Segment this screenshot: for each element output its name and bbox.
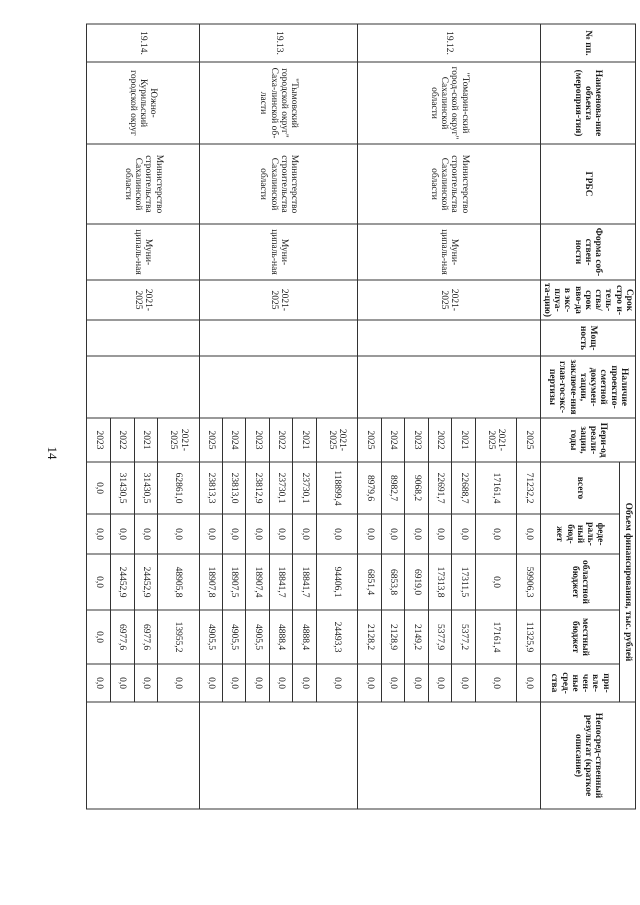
local-budget-cell: 5377,9 [428,610,451,664]
total-cell: 23813,3 [199,462,222,514]
header-funding-group: Объем финансирования, тыс. рублей [619,462,635,702]
federal-budget-cell: 0,0 [452,514,475,554]
header-row-1 [619,24,635,809]
local-budget-cell: 4888,4 [293,610,316,664]
local-budget-cell: 6977,6 [111,610,134,664]
object-number-cell: 19.12. [358,24,540,62]
period-cell: 2024 [381,418,404,462]
federal-budget-cell: 0,0 [269,514,292,554]
total-cell: 62861,0 [157,462,199,514]
header-grbs: ГРБС [540,144,635,224]
federal-budget-cell: 0,0 [517,514,540,554]
header-regional: областной бюджет [540,554,619,610]
financing-table [87,24,637,810]
attracted-funds-cell: 0,0 [316,664,358,702]
page-number: 14 [45,446,60,460]
regional-budget-cell: 6919,0 [405,554,428,610]
ownership-form-cell: Муни-ципаль-ная [199,224,358,280]
federal-budget-cell: 0,0 [358,514,381,554]
attracted-funds-cell: 0,0 [452,664,475,702]
total-cell: 31430,5 [134,462,157,514]
total-cell: 17161,4 [475,462,517,514]
construction-term-cell: 2021-2025 [199,280,358,320]
federal-budget-cell: 0,0 [246,514,269,554]
local-budget-cell: 2149,2 [405,610,428,664]
result-cell [87,702,199,809]
regional-budget-cell: 94406,1 [316,554,358,610]
attracted-funds-cell: 0,0 [517,664,540,702]
table-row [316,24,358,809]
federal-budget-cell: 0,0 [223,514,246,554]
period-cell: 2024 [223,418,246,462]
local-budget-cell: 2128,9 [381,610,404,664]
project-docs-cell [87,356,199,418]
grbs-cell: Министерство строительства Сахалинской области [358,144,540,224]
period-cell: 2023 [87,418,111,462]
federal-budget-cell: 0,0 [381,514,404,554]
attracted-funds-cell: 0,0 [269,664,292,702]
local-budget-cell: 24493,3 [316,610,358,664]
ownership-form-cell: Муни-ципаль-ная [87,224,199,280]
object-name-cell: "Тымовский городской округ" Саха-линской об-ласти [199,62,358,144]
regional-budget-cell: 6851,4 [358,554,381,610]
power-cell [199,320,358,356]
table-body [87,24,540,809]
federal-budget-cell: 0,0 [293,514,316,554]
regional-budget-cell: 0,0 [87,554,111,610]
result-cell [199,702,358,809]
header-name: Наименова-ние объекта (мероприя-тия) [540,62,635,144]
table-row [157,24,199,809]
object-name-cell: Южно-Курильский городской округ [87,62,199,144]
regional-budget-cell: 18907,8 [199,554,222,610]
regional-budget-cell: 24452,9 [111,554,134,610]
attracted-funds-cell: 0,0 [87,664,111,702]
result-cell [358,702,540,809]
period-cell: 2025 [358,418,381,462]
period-cell: 2021 [452,418,475,462]
header-form: Форма соб-ствен-ности [540,224,635,280]
total-cell: 23812,9 [246,462,269,514]
attracted-funds-cell: 0,0 [358,664,381,702]
regional-budget-cell: 0,0 [475,554,517,610]
attracted-funds-cell: 0,0 [199,664,222,702]
local-budget-cell: 4888,4 [269,610,292,664]
total-cell: 22688,7 [452,462,475,514]
federal-budget-cell: 0,0 [405,514,428,554]
grbs-cell: Министерство строительства Сахалинской области [87,144,199,224]
object-name-cell: "Томарин-ский город-ской округ" Сахалинской области [358,62,540,144]
federal-budget-cell: 0,0 [134,514,157,554]
period-cell: 2022 [111,418,134,462]
attracted-funds-cell: 0,0 [405,664,428,702]
total-cell: 0,0 [87,462,111,514]
project-docs-cell [358,356,540,418]
header-other: при-вле-чен-ные сред-ства [540,664,619,702]
table-row [517,24,540,809]
federal-budget-cell: 0,0 [111,514,134,554]
local-budget-cell: 17161,4 [475,610,517,664]
period-cell: 2021 [134,418,157,462]
regional-budget-cell: 59906,3 [517,554,540,610]
local-budget-cell: 5377,2 [452,610,475,664]
attracted-funds-cell: 0,0 [428,664,451,702]
total-cell: 23813,0 [223,462,246,514]
period-cell: 2021-2025 [475,418,517,462]
regional-budget-cell: 48905,8 [157,554,199,610]
period-cell: 2022 [428,418,451,462]
attracted-funds-cell: 0,0 [293,664,316,702]
federal-budget-cell: 0,0 [475,514,517,554]
total-cell: 22691,7 [428,462,451,514]
power-cell [87,320,199,356]
local-budget-cell: 13955,2 [157,610,199,664]
total-cell: 8979,6 [358,462,381,514]
regional-budget-cell: 17313,8 [428,554,451,610]
total-cell: 9068,2 [405,462,428,514]
regional-budget-cell: 18907,4 [246,554,269,610]
period-cell: 2022 [269,418,292,462]
header-period: Пери-од реали-зации, годы [540,418,635,462]
regional-budget-cell: 18907,5 [223,554,246,610]
object-number-cell: 19.14. [87,24,199,62]
header-docs: Наличие проектно-сметной докумен-тации, заключе-ния глав-госэкс-пертизы [540,356,635,418]
attracted-funds-cell: 0,0 [246,664,269,702]
attracted-funds-cell: 0,0 [111,664,134,702]
total-cell: 118899,4 [316,462,358,514]
period-cell: 2025 [517,418,540,462]
attracted-funds-cell: 0,0 [157,664,199,702]
local-budget-cell: 4905,5 [199,610,222,664]
power-cell [358,320,540,356]
total-cell: 31430,5 [111,462,134,514]
local-budget-cell: 6977,6 [134,610,157,664]
project-docs-cell [199,356,358,418]
header-federal: феде-раль-ный бюд-жет [540,514,619,554]
federal-budget-cell: 0,0 [157,514,199,554]
period-cell: 2023 [405,418,428,462]
local-budget-cell: 2128,2 [358,610,381,664]
local-budget-cell: 11325,9 [517,610,540,664]
federal-budget-cell: 0,0 [87,514,111,554]
attracted-funds-cell: 0,0 [223,664,246,702]
header-result: Непосред-ственный результат (краткое описание) [540,702,635,809]
local-budget-cell: 4905,5 [246,610,269,664]
rotated-table-sheet [93,24,636,809]
federal-budget-cell: 0,0 [316,514,358,554]
local-budget-cell: 4905,5 [223,610,246,664]
local-budget-cell: 0,0 [87,610,111,664]
header-total: всего [540,462,619,514]
regional-budget-cell: 24452,9 [134,554,157,610]
total-cell: 8982,7 [381,462,404,514]
total-cell: 23730,1 [293,462,316,514]
period-cell: 2025 [199,418,222,462]
header-local: местный бюджет [540,610,619,664]
attracted-funds-cell: 0,0 [475,664,517,702]
period-cell: 2021 [293,418,316,462]
header-num: № пп. [540,24,635,62]
period-cell: 2023 [246,418,269,462]
attracted-funds-cell: 0,0 [381,664,404,702]
federal-budget-cell: 0,0 [199,514,222,554]
regional-budget-cell: 17311,5 [452,554,475,610]
period-cell: 2021-2025 [157,418,199,462]
construction-term-cell: 2021-2025 [87,280,199,320]
federal-budget-cell: 0,0 [428,514,451,554]
ownership-form-cell: Муни-ципаль-ная [358,224,540,280]
object-number-cell: 19.13. [199,24,358,62]
header-term: Срок стро и-тель-ства/ срок вво-да в экс-плуа-та-цию) [540,280,635,320]
header-power: Мощ-ность [540,320,635,356]
construction-term-cell: 2021-2025 [358,280,540,320]
regional-budget-cell: 6853,8 [381,554,404,610]
regional-budget-cell: 18841,7 [293,554,316,610]
period-cell: 2021-2025 [316,418,358,462]
total-cell: 23730,1 [269,462,292,514]
total-cell: 71232,2 [517,462,540,514]
regional-budget-cell: 18841,7 [269,554,292,610]
grbs-cell: Министерство строительства Сахалинской области [199,144,358,224]
attracted-funds-cell: 0,0 [134,664,157,702]
